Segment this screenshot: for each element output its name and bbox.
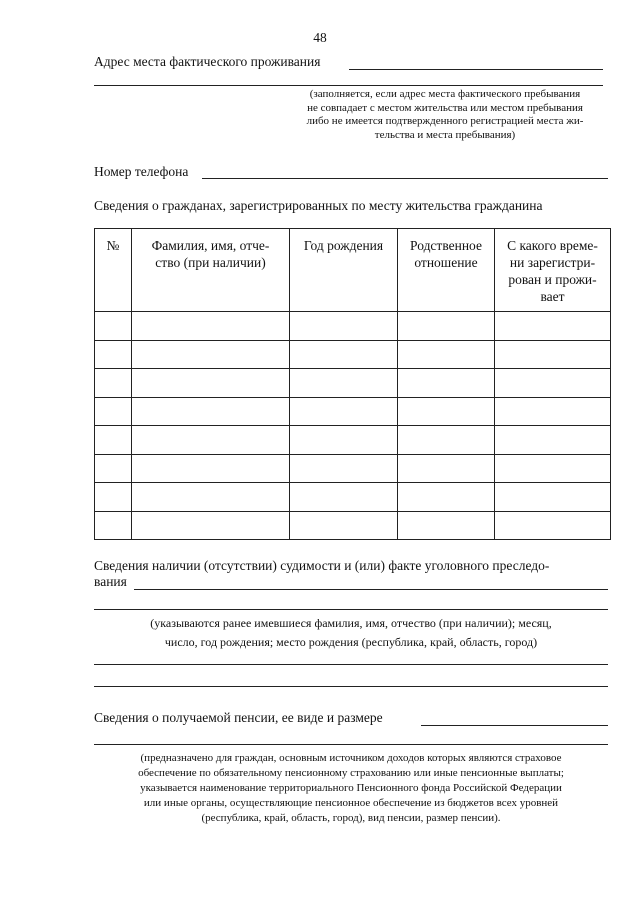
table-cell[interactable] — [290, 454, 398, 483]
col-header-full-name: Фамилия, имя, отче- ство (при наличии) — [132, 229, 290, 312]
table-cell[interactable] — [95, 426, 132, 455]
table-header-row — [95, 229, 611, 312]
address-note-line: тельства и места пребывания) — [374, 128, 516, 141]
phone-label: Номер телефона — [94, 164, 189, 179]
table-cell[interactable] — [132, 340, 290, 369]
table-cell[interactable] — [398, 426, 495, 455]
address-note-line: либо не имеется подтвержденного регистрацией места жи- — [306, 115, 584, 127]
table-cell[interactable] — [398, 397, 495, 426]
table-cell[interactable] — [398, 483, 495, 512]
criminal-input-line-4[interactable] — [94, 686, 608, 687]
pension-note — [94, 751, 608, 826]
table-cell[interactable] — [290, 397, 398, 426]
phone-input-line[interactable] — [202, 178, 608, 179]
table-row — [95, 312, 611, 341]
col-header-birth-year: Год рождения — [290, 229, 398, 312]
criminal-input-line-3[interactable] — [94, 664, 608, 665]
col-header-registered-since: С какого време- ни зарегистри- рован и прожи- вает — [495, 229, 611, 312]
pension-note-line: (республика, край, область, город), вид пенсии, размер пенсии). — [201, 812, 501, 824]
table-cell[interactable] — [132, 397, 290, 426]
table-cell[interactable] — [95, 397, 132, 426]
table-cell[interactable] — [132, 511, 290, 540]
table-cell[interactable] — [95, 312, 132, 341]
table-cell[interactable] — [495, 454, 611, 483]
pension-input-line-2[interactable] — [94, 744, 608, 745]
criminal-note-line: (указываются ранее имевшиеся фамилия, имя, отчество (при наличии); месяц, — [150, 616, 552, 630]
address-input-line[interactable] — [349, 69, 603, 70]
table-cell[interactable] — [495, 426, 611, 455]
table-row — [95, 397, 611, 426]
table-cell[interactable] — [290, 340, 398, 369]
table-row — [95, 369, 611, 398]
table-cell[interactable] — [95, 369, 132, 398]
table-cell[interactable] — [290, 369, 398, 398]
criminal-input-line[interactable] — [134, 589, 608, 590]
table-cell[interactable] — [95, 340, 132, 369]
criminal-label-line2: вания — [94, 574, 127, 589]
table-cell[interactable] — [132, 369, 290, 398]
table-row — [95, 483, 611, 512]
table-cell[interactable] — [290, 483, 398, 512]
pension-note-line: или иные органы, осуществляющие пенсионное обеспечение из бюджетов всех уровней — [143, 797, 559, 809]
address-note-line: (заполняется, если адрес места фактического пребывания — [309, 88, 581, 100]
table-cell[interactable] — [495, 369, 611, 398]
table-cell[interactable] — [398, 454, 495, 483]
page-number: 48 — [313, 30, 327, 45]
col-header-relationship: Родственное отношение — [398, 229, 495, 312]
address-label: Адрес места фактического проживания — [94, 54, 321, 69]
table-cell[interactable] — [132, 426, 290, 455]
table-cell[interactable] — [495, 397, 611, 426]
table-cell[interactable] — [132, 483, 290, 512]
address-note — [282, 88, 608, 142]
table-cell[interactable] — [398, 312, 495, 341]
table-row — [95, 426, 611, 455]
registered-heading: Сведения о гражданах, зарегистрированных по месту жительства гражданина — [94, 198, 543, 213]
criminal-note-line: число, год рождения; место рождения (республика, край, область, город) — [164, 635, 538, 649]
table-cell[interactable] — [398, 511, 495, 540]
table-cell[interactable] — [290, 312, 398, 341]
table-cell[interactable] — [290, 426, 398, 455]
criminal-input-line-2[interactable] — [94, 609, 608, 610]
registered-table — [94, 228, 611, 540]
pension-note-line: указывается наименование территориального Пенсионного фонда Российской Федерации — [140, 782, 562, 794]
table-cell[interactable] — [95, 511, 132, 540]
table-cell[interactable] — [95, 483, 132, 512]
criminal-note — [94, 614, 608, 652]
pension-label: Сведения о получаемой пенсии, ее виде и размере — [94, 710, 383, 725]
pension-input-line[interactable] — [421, 725, 608, 726]
table-cell[interactable] — [398, 369, 495, 398]
pension-note-line: (предназначено для граждан, основным источником доходов которых являются страховое — [140, 752, 562, 764]
table-row — [95, 454, 611, 483]
col-header-number: № — [95, 229, 132, 312]
table-row — [95, 340, 611, 369]
table-cell[interactable] — [132, 312, 290, 341]
address-input-line-2[interactable] — [94, 85, 603, 86]
criminal-label-line1: Сведения наличии (отсутствии) судимости и (или) факте уголовного преследо- — [94, 558, 550, 573]
table-cell[interactable] — [495, 511, 611, 540]
table-cell[interactable] — [290, 511, 398, 540]
table-cell[interactable] — [132, 454, 290, 483]
table-row — [95, 511, 611, 540]
table-cell[interactable] — [495, 483, 611, 512]
table-cell[interactable] — [495, 340, 611, 369]
table-cell[interactable] — [398, 340, 495, 369]
address-note-line: не совпадает с местом жительства или местом пребывания — [307, 101, 583, 114]
pension-note-line: обеспечение по обязательному пенсионному страхованию или иные пенсионные выплаты; — [138, 767, 564, 779]
table-cell[interactable] — [495, 312, 611, 341]
table-cell[interactable] — [95, 454, 132, 483]
